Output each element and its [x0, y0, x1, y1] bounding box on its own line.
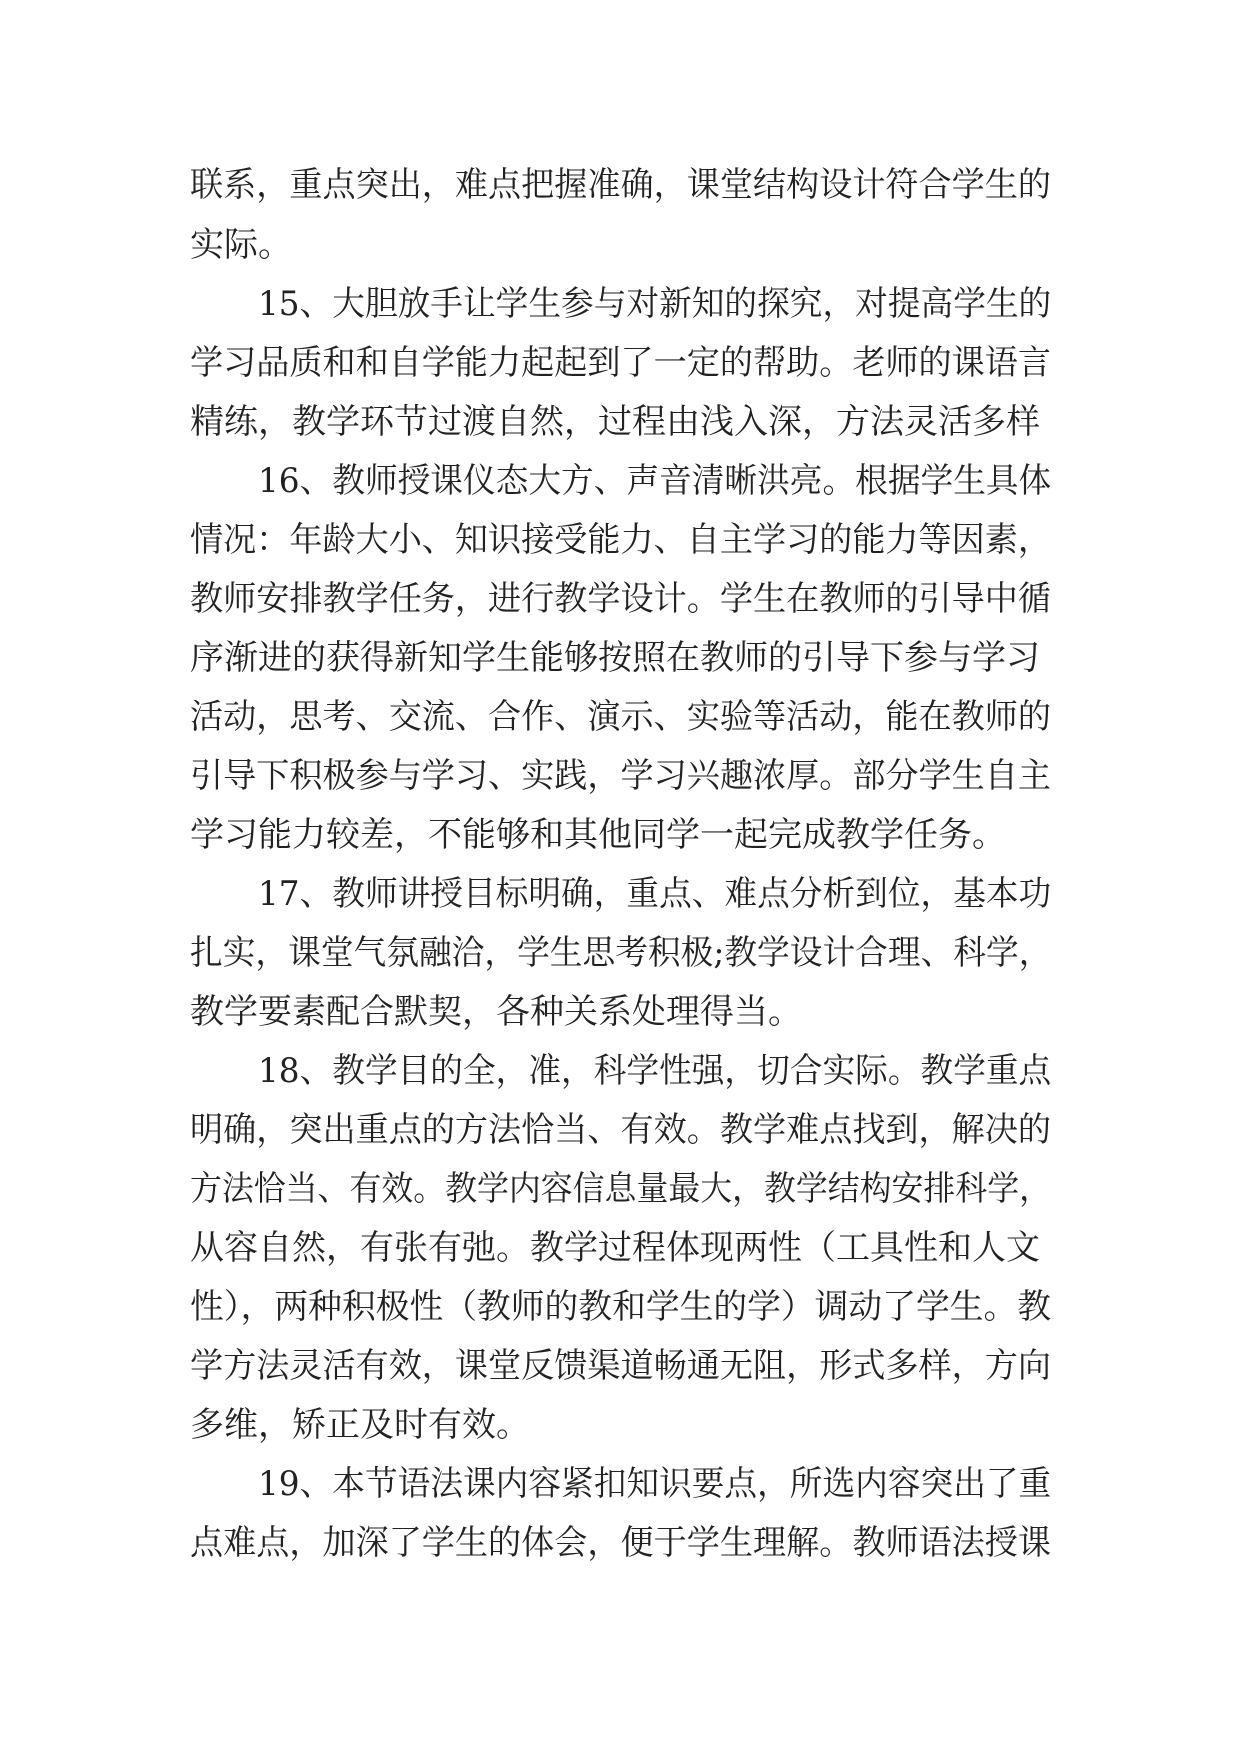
- text-line: 情况：年龄大小、知识接受能力、自主学习的能力等因素，: [190, 520, 1052, 560]
- text-line: 引导下积极参与学习、实践，学习兴趣浓厚。部分学生自主: [190, 756, 1052, 796]
- text-line: 学方法灵活有效，课堂反馈渠道畅通无阻，形式多样，方向: [190, 1346, 1052, 1386]
- paragraph-start-18: 18、教学目的全，准，科学性强，切合实际。教学重点: [258, 1051, 1052, 1091]
- text-line: 从容自然，有张有弛。教学过程体现两性（工具性和人文: [190, 1228, 1040, 1268]
- text-line: 多维，矫正及时有效。: [190, 1405, 530, 1445]
- text-line: 性），两种积极性（教师的教和学生的学）调动了学生。教: [190, 1287, 1052, 1327]
- text-line: 联系，重点突出，难点把握准确，课堂结构设计符合学生的: [190, 165, 1052, 205]
- paragraph-start-17: 17、教师讲授目标明确，重点、难点分析到位，基本功: [258, 874, 1052, 914]
- text-line: 实际。: [190, 225, 292, 265]
- text-line: 序渐进的获得新知学生能够按照在教师的引导下参与学习: [190, 638, 1040, 678]
- text-line: 活动，思考、交流、合作、演示、实验等活动，能在教师的: [190, 697, 1052, 737]
- text-line: 精练，教学环节过渡自然，过程由浅入深，方法灵活多样: [190, 402, 1040, 442]
- text-line: 方法恰当、有效。教学内容信息量最大，教学结构安排科学，: [190, 1169, 1051, 1209]
- paragraph-start-19: 19、本节语法课内容紧扣知识要点，所选内容突出了重: [258, 1464, 1052, 1504]
- paragraph-start-16: 16、教师授课仪态大方、声音清晰洪亮。根据学生具体: [258, 461, 1052, 501]
- text-line: 明确，突出重点的方法恰当、有效。教学难点找到，解决的: [190, 1110, 1052, 1150]
- text-line: 教师安排教学任务，进行教学设计。学生在教师的引导中循: [190, 579, 1052, 619]
- paragraph-start-15: 15、大胆放手让学生参与对新知的探究，对提高学生的: [258, 284, 1052, 324]
- text-line: 学习能力较差，不能够和其他同学一起完成教学任务。: [190, 815, 1006, 855]
- text-line: 点难点，加深了学生的体会，便于学生理解。教师语法授课: [190, 1523, 1052, 1563]
- text-line: 扎实，课堂气氛融洽，学生思考积极;教学设计合理、科学，: [190, 933, 1052, 973]
- text-line: 学习品质和和自学能力起起到了一定的帮助。老师的课语言: [190, 343, 1052, 383]
- text-line: 教学要素配合默契，各种关系处理得当。: [190, 992, 802, 1032]
